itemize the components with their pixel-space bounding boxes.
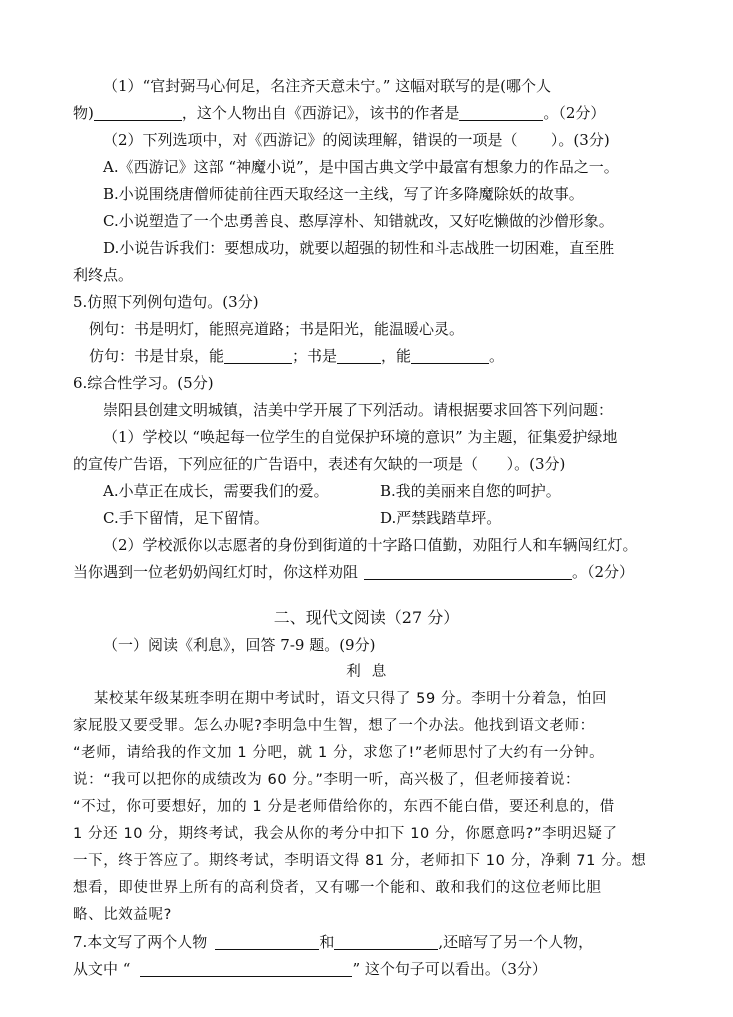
q6-option-a: A.小草正在成长，需要我们的爱。	[103, 482, 329, 500]
q6-part2-line1: （2）学校派你以志愿者的身份到街道的十字路口值勤，劝阻行人和车辆闯红灯。	[103, 536, 638, 554]
q6-part2-line2: 当你遇到一位老奶奶闯红灯时，你这样劝阻 。（2分）	[73, 563, 635, 581]
section-heading: 二、现代文阅读（27 分）	[273, 608, 460, 627]
blank-person-1[interactable]	[215, 934, 319, 950]
q5-imitation: 仿句：书是甘泉，能 ；书是 ，能 。	[89, 347, 505, 365]
q4-part2-stem: （2）下列选项中，对《西游记》的阅读理解，错误的一项是（ ）。(3分)	[103, 131, 610, 149]
story-line: 一下，终于答应了。期终考试，李明语文得 81 分，老师扣下 10 分，净剩 71 分。想	[73, 853, 647, 869]
blank-imit-2[interactable]	[337, 348, 381, 364]
blank-imit-3[interactable]	[411, 348, 489, 364]
story-line: 略、比效益呢?	[73, 907, 172, 923]
story-line: 1 分还 10 分，期终考试，我会从你的考分中扣下 10 分，你愿意吗?”李明迟疑了	[73, 826, 618, 842]
q5-title: 5.仿照下列例句造句。(3分)	[73, 293, 259, 311]
story-title: 利 息	[346, 664, 387, 680]
story-line: 某校某年级某班李明在期中考试时，语文只得了 59 分。李明十分着急，怕回	[73, 691, 608, 707]
q4-option-b: B.小说围绕唐僧师徒前往西天取经这一主线，写了许多降魔除妖的故事。	[103, 185, 584, 203]
q7-line1: 7.本文写了两个人物 和 ,还暗写了另一个人物，	[73, 933, 594, 951]
q6-part1-line1: （1）学校以 “唤起每一位学生的自觉保护环境的意识” 为主题，征集爱护绿地	[103, 428, 618, 446]
q6-intro: 崇阳县创建文明城镇，洁美中学开展了下列活动。请根据要求回答下列问题：	[103, 401, 614, 419]
blank-imit-1[interactable]	[224, 348, 292, 364]
q6-option-b: B.我的美丽来自您的呵护。	[380, 482, 561, 500]
q4-part1-line1: （1）“官封弼马心何足，名注齐天意未宁。” 这幅对联写的是(哪个人	[103, 77, 552, 95]
blank-character[interactable]	[94, 105, 182, 121]
q4-part1-line2: 物) ，这个人物出自《西游记》，该书的作者是 。（2分）	[73, 104, 606, 122]
section-subheading: （一）阅读《利息》，回答 7-9 题。(9分)	[103, 636, 376, 654]
q7-line2: 从文中 “ ” 这个句子可以看出。（3分）	[73, 960, 547, 978]
blank-author[interactable]	[459, 105, 543, 121]
story-line: “老师，请给我的作文加 1 分吧，就 1 分，求您了!”老师思忖了大约有一分钟。	[73, 745, 605, 761]
q4-option-a: A.《西游记》这部 “神魔小说”，是中国古典文学中最富有想象力的作品之一。	[103, 158, 619, 176]
story-line: 家屁股又要受罪。怎么办呢?李明急中生智，想了一个办法。他找到语文老师：	[73, 718, 595, 734]
q6-part1-line2: 的宣传广告语，下列应征的广告语中，表述有欠缺的一项是（ ）。(3分)	[73, 455, 566, 473]
q6-option-d: D.严禁践踏草坪。	[380, 509, 502, 527]
q5-example: 例句：书是明灯，能照亮道路；书是阳光，能温暖心灵。	[89, 320, 465, 338]
q4-option-d-line1: D.小说告诉我们：要想成功，就要以超强的韧性和斗志战胜一切困难，直至胜	[103, 239, 615, 257]
story-line: 想看，即使世界上所有的高利贷者，又有哪一个能和、敢和我们的这位老师比胆	[73, 880, 602, 896]
story-line: “不过，你可要想好，加的 1 分是老师借给你的，东西不能白借，要还利息的，借	[73, 799, 615, 815]
q4-option-d-line2: 利终点。	[73, 266, 134, 284]
story-line: 说：“我可以把你的成绩改为 60 分。”李明一听，高兴极了，但老师接着说：	[73, 772, 581, 788]
q4-option-c: C.小说塑造了一个忠勇善良、憨厚淳朴、知错就改，又好吃懒做的沙僧形象。	[103, 212, 614, 230]
blank-persuade[interactable]	[364, 564, 572, 580]
blank-person-2[interactable]	[334, 934, 438, 950]
q6-option-c: C.手下留情，足下留情。	[103, 509, 269, 527]
q6-title: 6.综合性学习。(5分)	[73, 374, 214, 392]
blank-sentence[interactable]	[140, 961, 352, 977]
